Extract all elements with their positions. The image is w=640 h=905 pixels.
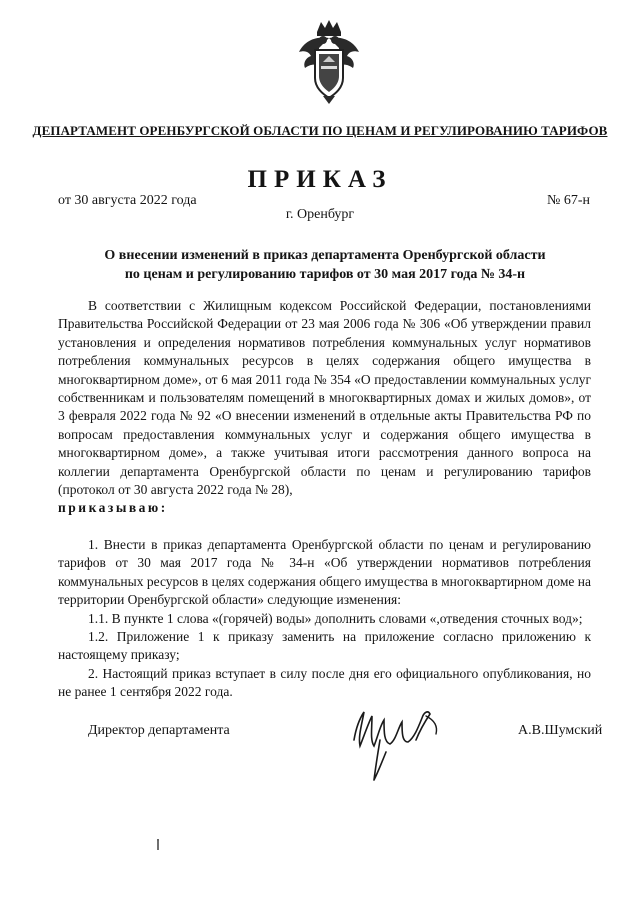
subject-line-2: по ценам и регулированию тарифов от 30 мая 2017 года № 34-н: [124, 267, 526, 282]
subject-line-1: О внесении изменений в приказ департамента Оренбургской области: [104, 248, 546, 263]
order-subject: [60, 246, 590, 284]
document-title: ПРИКАЗ: [247, 166, 393, 193]
preamble-paragraph: В соответствии с Жилищным кодексом Российской Федерации, постановлениями Правительства Российской Федерации от 23 мая 2006 года № 306 «Об утверждении правил установления и определения нормативов потребления коммунальных услуг нормативов потребления коммунальных ресурсов в целях содержания общего имущества в многоквартирном доме», от 6 мая 2011 года № 354 «О предоставлении коммунальных услуг собственникам и пользователям помещений в многоквартирных домах и жилых домов», от 3 февраля 2022 года № 92 «О внесении изменений в отдельные акты Правительства РФ по вопросам предоставления коммунальных услуг и содержания общего имущества в многоквартирном доме», а также учитывая итоги рассмотрения данного вопроса на коллегии департамента Оренбургской области по ценам и регулированию тарифов (протокол от 30 августа 2022 года № 28),: [58, 298, 591, 498]
coat-of-arms-icon: [297, 18, 361, 104]
item-2: 2. Настоящий приказ вступает в силу после дня его официального опубликования, но не ранее 1 сентября 2022 года.: [58, 665, 591, 700]
item-1-1: 1.1. В пункте 1 слова «(горячей) воды» дополнить словами «,отведения сточных вод»;: [88, 610, 583, 626]
scan-mark-icon: [154, 838, 162, 850]
item-1-2: 1.2. Приложение 1 к приказу заменить на приложение согласно приложению к настоящему приказу;: [58, 628, 591, 663]
order-date: от 30 августа 2022 года: [58, 193, 197, 208]
order-body: [58, 297, 591, 702]
signer-position: Директор департамента: [88, 723, 230, 738]
department-name: ДЕПАРТАМЕНТ ОРЕНБУРГСКОЙ ОБЛАСТИ ПО ЦЕНАМ И РЕГУЛИРОВАНИЮ ТАРИФОВ: [32, 123, 608, 138]
signature-icon: [340, 700, 460, 790]
order-number: № 67-н: [546, 193, 590, 208]
item-1: 1. Внести в приказ департамента Оренбургской области по ценам и регулированию тарифов от 30 мая 2017 года № 34-н «Об утверждении нормативов потребления коммунальных ресурсов в целях содержания общего имущества в многоквартирном доме на территории Оренбургской области» следующие изменения:: [58, 536, 591, 608]
signer-name: А.В.Шумский: [518, 723, 603, 738]
order-city: г. Оренбург: [285, 207, 355, 222]
order-word: приказываю:: [58, 500, 168, 516]
